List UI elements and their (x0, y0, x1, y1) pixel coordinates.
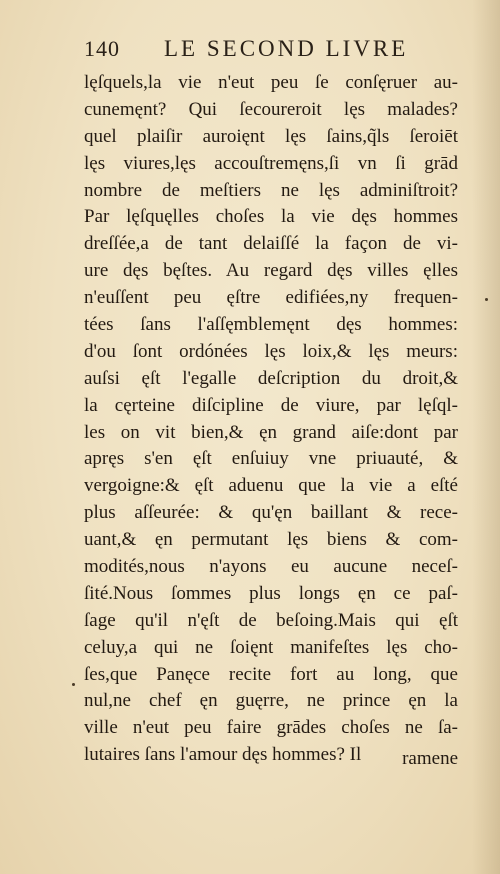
text-line: modités,nous n'ayons eu aucune neceſ- (84, 556, 458, 578)
catchword: ramene (402, 748, 458, 769)
text-line: apręs s'en ęſt enſuiuy vne priuauté, & (84, 448, 458, 470)
text-line: lutaires ſans l'amour dęs hommes? Il (84, 744, 362, 766)
text-line: tées ſans l'aſſęmblemęnt dęs hommes: (84, 314, 458, 336)
text-line: plus aſſeurée: & qu'ęn baillant & rece- (84, 502, 458, 524)
ink-speck (485, 298, 488, 301)
page-edge-shading (472, 0, 500, 874)
ink-speck (72, 683, 75, 686)
text-line: les on vit bien,& ęn grand aiſe:dont par (84, 421, 458, 443)
text-line: nombre de meſtiers ne lęs adminiſtroit? (84, 179, 458, 201)
text-line: cunemęnt? Qui ſecoureroit lęs malades? (84, 98, 458, 120)
text-line: ville n'eut peu faire grādes choſes ne ſa- (84, 717, 458, 739)
running-title: LE SECOND LIVRE (164, 36, 409, 61)
page-number: 140 (84, 36, 120, 61)
text-line: la cęrteine diſcipline de viure, par lęſql- (84, 394, 458, 416)
text-line: ure dęs bęſtes. Au regard dęs villes ęlles (84, 260, 458, 282)
text-line: vergoigne:& ęſt aduenu que la vie a eſté (84, 475, 458, 497)
text-line: celuy,a qui ne ſoięnt manifeſtes lęs cho- (84, 636, 458, 658)
text-line: auſsi ęſt l'egalle deſcription du droit,& (84, 367, 458, 389)
body-text (84, 70, 458, 769)
text-line: ſes,que Panęce recite fort au long, que (84, 663, 458, 685)
text-line: lęs viures,lęs accouſtremęns,ſi vn ſi grād (84, 152, 458, 174)
text-line: nul,ne chef ęn guęrre, ne prince ęn la (84, 690, 458, 712)
text-line: lęſquels,la vie n'eut peu ſe conſęruer au- (84, 72, 458, 93)
text-line: uant,& ęn permutant lęs biens & com- (84, 529, 458, 551)
text-line: Par lęſquęlles choſes la vie dęs hommes (84, 206, 458, 228)
text-line: quel plaiſir auroięnt lęs ſains,q̃ls ſeroiēt (84, 125, 458, 147)
page-header (84, 36, 454, 66)
text-line: ſité.Nous ſommes plus longs ęn ce paſ- (84, 582, 458, 604)
text-line: d'ou ſont ordónées lęs loix,& lęs meurs: (84, 340, 458, 362)
text-line: dreſſée,a de tant delaiſſé la façon de vi- (84, 233, 458, 255)
text-line: n'euſſent peu ęſtre edifiées,ny frequen- (84, 287, 458, 309)
text-line: ſage qu'il n'ęſt de beſoing.Mais qui ęſt (84, 609, 458, 631)
